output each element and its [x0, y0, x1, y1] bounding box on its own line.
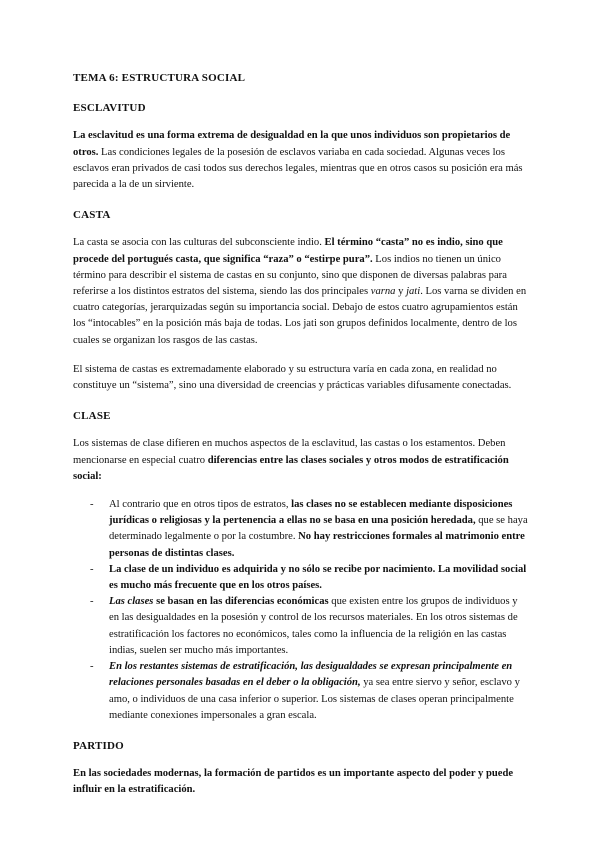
esclavitud-definition: La esclavitud es una forma extrema de desigualdad en la que unos individuos son propietarios de otros. — [73, 130, 511, 158]
casta-paragraph-2: El sistema de castas es extremadamente elaborado y su estructura varía en cada zona, en realidad no constituye un “sistema”, sino una diversidad de creencias y prácticas variables difusamente conectadas. — [73, 363, 512, 392]
casta-text-2: Los indios no tienen un único término para describir el sistema de castas en su conjunto, sino que disponen de diversas palabras para referirse a los distintos estratos del sistema, siendo las dos principales — [73, 253, 507, 298]
dash-bullet: - — [90, 499, 94, 511]
dash-bullet: - — [90, 596, 94, 608]
clase-intro-emphasis: diferencias entre las clases sociales y otros modos de estratificación social: — [73, 454, 509, 482]
list-item — [73, 659, 529, 724]
clase-intro — [73, 436, 529, 485]
partido-emphasis: En las sociedades modernas, la formación de partidos es un importante aspecto del poder y puede influir en la estratificación. — [73, 768, 514, 796]
section-casta — [73, 207, 529, 394]
casta-emphasis: El término “casta” no es indio, sino que procede del portugués casta, que significa “raza” o “estirpe pura”. — [73, 237, 503, 265]
casta-text-4: . Los varna se dividen en cuatro categorías, jerarquizadas según su importancia social. Debajo de estos cuatro agrupamientos están los “intocables” en la posición más baja de todas. Los jati son grupos definidos localmente, dentro de los cuales se organizan los rasgos de las castas. — [73, 286, 527, 346]
section-heading-clase: CLASE — [73, 410, 111, 423]
dash-bullet: - — [90, 563, 94, 575]
section-heading-esclavitud: ESCLAVITUD — [73, 102, 146, 115]
esclavitud-paragraph — [73, 128, 529, 193]
casta-term-varna: varna — [370, 286, 396, 298]
esclavitud-text: Las condiciones legales de la posesión de esclavos variaba en cada sociedad. Algunas veces los esclavos eran privados de casi todos sus derechos legales, mientras que en otros casos su posición era más parecida a la de un sirviente. — [73, 146, 523, 191]
casta-text-1: La casta se asocia con las culturas del subconsciente indio. — [73, 237, 325, 249]
casta-paragraph-1 — [73, 235, 529, 348]
casta-term-jati: jati — [406, 286, 421, 298]
section-esclavitud — [73, 100, 529, 193]
section-heading-partido: PARTIDO — [73, 739, 124, 752]
item1-text-2: que se haya determinado legalmente o por la costumbre. — [109, 515, 528, 543]
section-partido — [73, 738, 529, 799]
clase-intro-text: Los sistemas de clase difieren en muchos aspectos de la esclavitud, las castas o los estamentos. Deben mencionarse en especial cuatro — [73, 438, 506, 466]
dash-bullet: - — [90, 661, 94, 673]
item4-text: ya sea entre siervo y señor, esclavo y amo, o individuos de una casa inferior o superior. Los sistemas de clases operan principalmente mediante conexiones impersonales a gran escala. — [109, 677, 520, 721]
item1-text-1: Al contrario que en otros tipos de estratos, — [109, 499, 292, 511]
item2-emphasis: La clase de un individuo es adquirida y no sólo se recibe por nacimiento. La movilidad social es mucho más frecuente que en los otros países. — [109, 563, 527, 592]
item3-italic: Las clases — [109, 596, 154, 608]
item3-text: que existen entre los grupos de individuos y en las desigualdades en la posesión y control de los recursos materiales. En los otros sistemas de estratificación los factores no económicos, tales como la influencia de la religión en las castas indias, suelen ser mucho más importantes. — [109, 596, 518, 656]
list-item — [73, 562, 529, 594]
casta-text-3: y — [395, 286, 407, 298]
item3-emphasis: se basan en las diferencias económicas — [153, 596, 329, 608]
section-clase — [73, 408, 529, 724]
item3-emphasis-italic — [109, 596, 153, 607]
document-page — [73, 70, 529, 799]
list-item — [73, 497, 529, 562]
item4-italic: En los restantes sistemas de estratificación, las desigualdades se expresan principalmente en relaciones personales basadas en el deber o la obligación, — [109, 661, 513, 689]
list-item — [73, 594, 529, 659]
partido-paragraph — [73, 766, 529, 798]
item1-emphasis-2: No hay restricciones formales al matrimonio entre personas de distintas clases. — [109, 531, 525, 559]
section-heading-casta: CASTA — [73, 209, 111, 222]
item1-emphasis-1: las clases no se establecen mediante disposiciones jurídicas o religiosas y la pertenencia a ellas no se basa en una posición heredada, — [109, 499, 513, 527]
clase-differences-list — [73, 497, 529, 724]
document-title: TEMA 6: ESTRUCTURA SOCIAL — [73, 72, 246, 84]
